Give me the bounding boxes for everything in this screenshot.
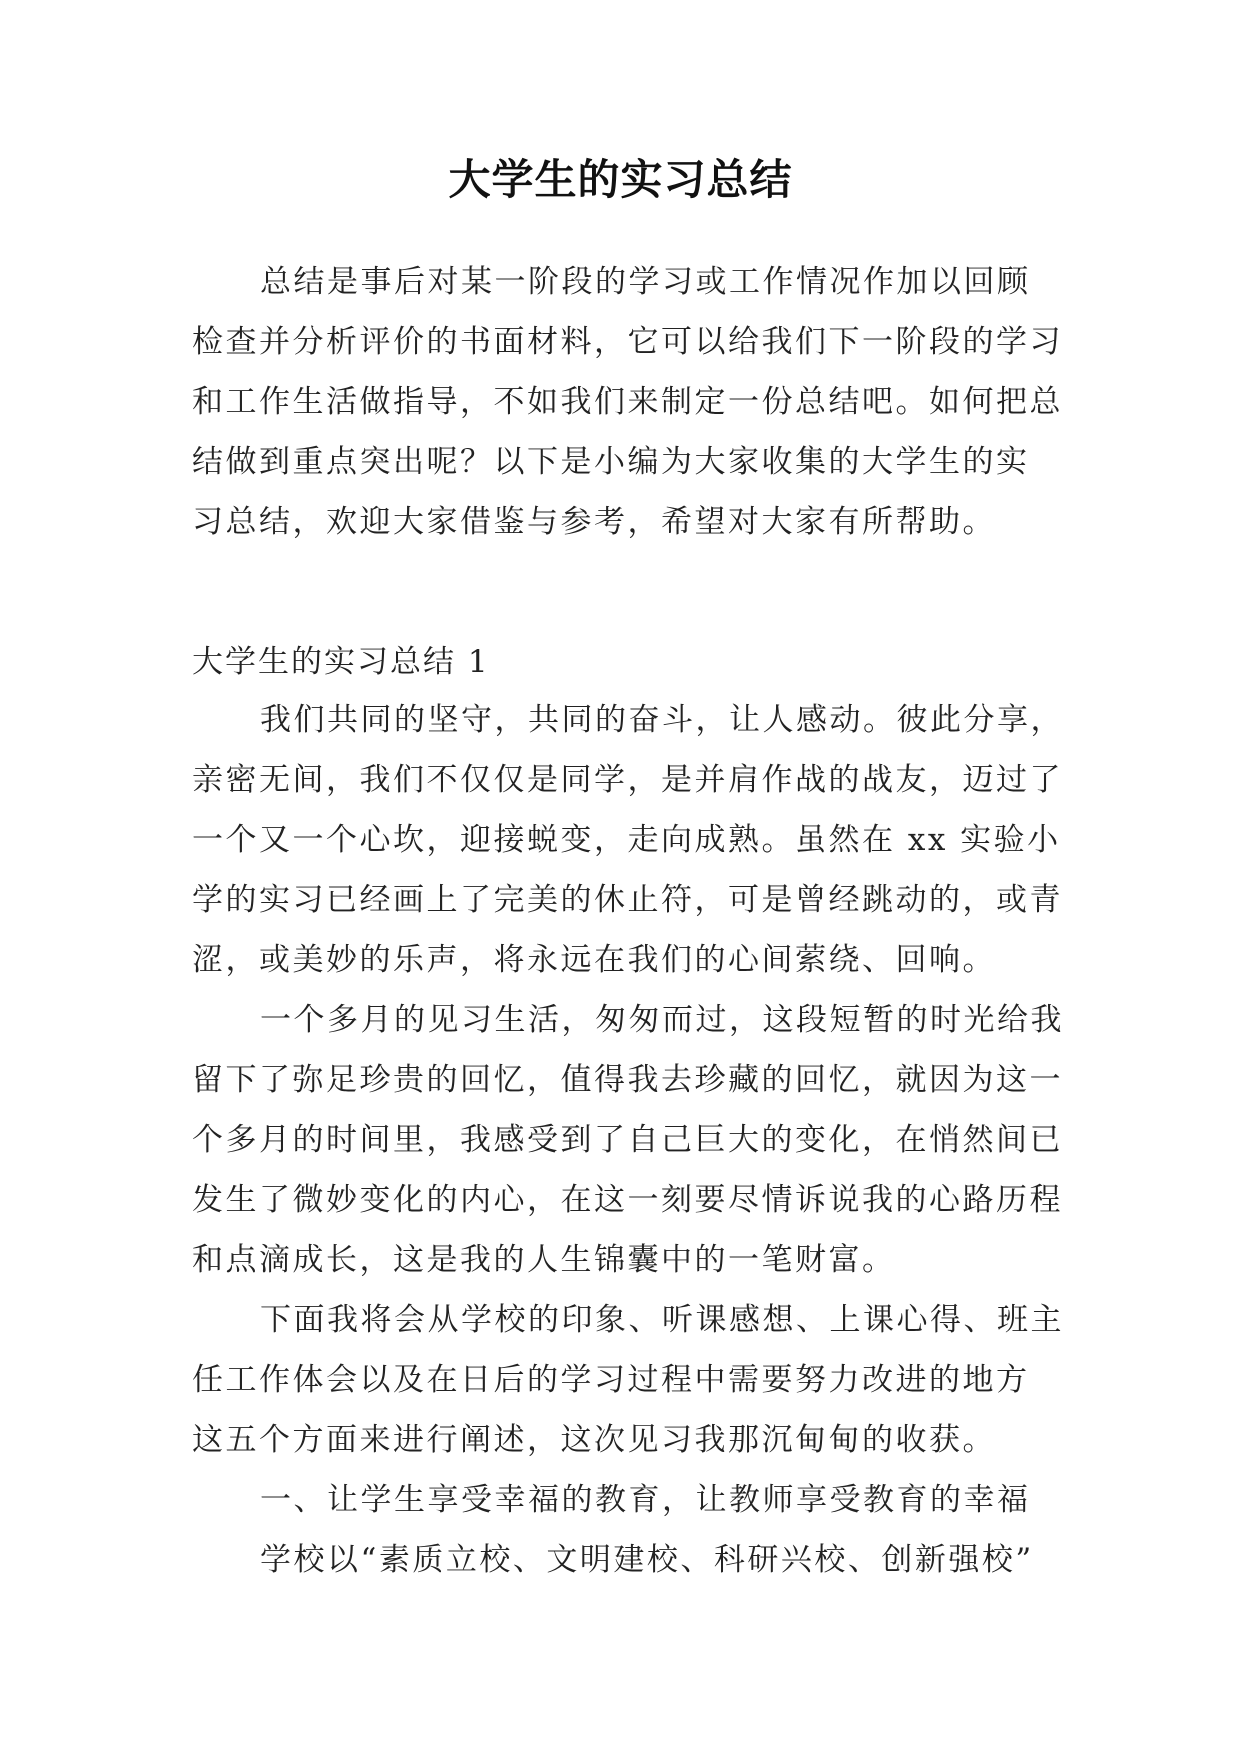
paragraph-line: 这五个方面来进行阐述，这次见习我那沉甸甸的收获。 bbox=[192, 1422, 996, 1458]
section-heading: 大学生的实习总结 1 bbox=[192, 644, 490, 680]
paragraph-line: 发生了微妙变化的内心，在这一刻要尽情诉说我的心路历程 bbox=[192, 1182, 1063, 1218]
paragraph-line: 学的实习已经画上了完美的休止符，可是曾经跳动的，或青 bbox=[192, 882, 1063, 918]
section-body bbox=[192, 690, 1064, 1590]
paragraph-line: 下面我将会从学校的印象、听课感想、上课心得、班主 bbox=[260, 1302, 1064, 1338]
paragraph-line: 学校以“素质立校、文明建校、科研兴校、创新强校” bbox=[260, 1542, 1034, 1578]
paragraph-line: 我们共同的坚守，共同的奋斗，让人感动。彼此分享， bbox=[260, 702, 1064, 738]
paragraph-line: 亲密无间，我们不仅仅是同学，是并肩作战的战友，迈过了 bbox=[192, 762, 1063, 798]
paragraph-line: 任工作体会以及在日后的学习过程中需要努力改进的地方 bbox=[192, 1362, 1030, 1398]
document-title: 大学生的实习总结 bbox=[448, 155, 793, 204]
paragraph-line: 和点滴成长，这是我的人生锦囊中的一笔财富。 bbox=[192, 1242, 896, 1278]
paragraph-line: 一个又一个心坎，迎接蜕变，走向成熟。虽然在 xx 实验小 bbox=[192, 822, 1061, 858]
intro-line: 和工作生活做指导，不如我们来制定一份总结吧。如何把总 bbox=[192, 384, 1063, 420]
subheading-line: 一、让学生享受幸福的教育，让教师享受教育的幸福 bbox=[260, 1482, 1031, 1518]
intro-line: 习总结，欢迎大家借鉴与参考，希望对大家有所帮助。 bbox=[192, 504, 996, 540]
paragraph-line: 一个多月的见习生活，匆匆而过，这段短暂的时光给我 bbox=[260, 1002, 1064, 1038]
paragraph-line: 个多月的时间里，我感受到了自己巨大的变化，在悄然间已 bbox=[192, 1122, 1063, 1158]
paragraph-line: 涩，或美妙的乐声，将永远在我们的心间萦绕、回响。 bbox=[192, 942, 996, 978]
intro-paragraph bbox=[192, 252, 1063, 552]
intro-line: 总结是事后对某一阶段的学习或工作情况作加以回顾 bbox=[260, 264, 1031, 300]
paragraph-line: 留下了弥足珍贵的回忆，值得我去珍藏的回忆，就因为这一 bbox=[192, 1062, 1063, 1098]
intro-line: 检查并分析评价的书面材料，它可以给我们下一阶段的学习 bbox=[192, 324, 1063, 360]
intro-line: 结做到重点突出呢？以下是小编为大家收集的大学生的实 bbox=[192, 444, 1030, 480]
